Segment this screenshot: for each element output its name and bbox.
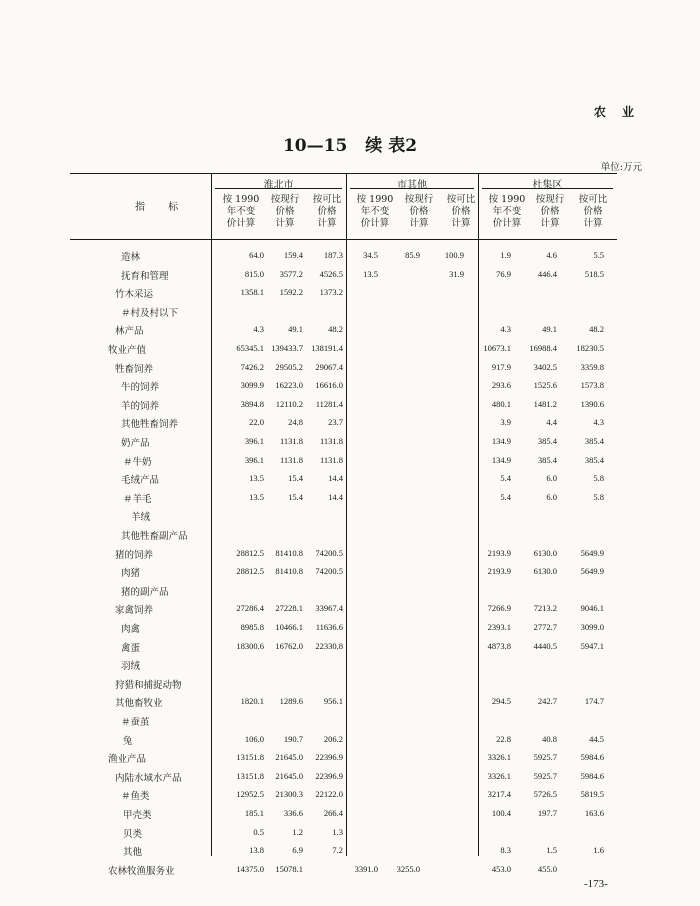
cell-value: 396.1 bbox=[244, 436, 264, 446]
cell-value: 15.4 bbox=[288, 491, 303, 502]
row-label: 内陆水域水产品 bbox=[115, 772, 182, 784]
cell-value: 23.7 bbox=[328, 417, 343, 428]
cell-value: 44.5 bbox=[589, 733, 604, 744]
row-label: 农林牧渔服务业 bbox=[108, 865, 175, 877]
cell-value: 8.3 bbox=[500, 845, 511, 856]
subheader-line: 计算 bbox=[540, 218, 560, 229]
cell-value: 21645.0 bbox=[275, 752, 303, 763]
row-label: 猪的副产品 bbox=[121, 586, 169, 598]
subheader-line: 年不变 bbox=[492, 206, 522, 217]
cell-value: 65345.1 bbox=[236, 343, 264, 353]
cell-value: 14.4 bbox=[328, 473, 343, 484]
cell-value: 5.8 bbox=[593, 473, 604, 484]
cell-value: 5726.5 bbox=[533, 789, 557, 800]
cell-value: 1131.8 bbox=[279, 454, 303, 465]
cell-value: 6130.0 bbox=[533, 566, 557, 577]
unit-label: 单位:万元 bbox=[600, 162, 642, 173]
cell-value: 22330.8 bbox=[315, 640, 343, 651]
cell-value: 5947.1 bbox=[580, 640, 604, 651]
cell-value: 815.0 bbox=[244, 268, 264, 279]
cell-value: 81410.8 bbox=[275, 547, 303, 558]
cell-value: 9046.1 bbox=[580, 603, 604, 614]
cell-value: 18300.6 bbox=[236, 640, 264, 651]
cell-value: 385.4 bbox=[537, 454, 557, 465]
cell-value: 6.0 bbox=[546, 491, 557, 502]
cell-value: 1573.8 bbox=[580, 380, 604, 391]
cell-value: 4.4 bbox=[546, 417, 557, 428]
row-label: 肉猪 bbox=[121, 568, 141, 580]
cell-value: 185.1 bbox=[244, 808, 264, 818]
row-label: 猪的饲养 bbox=[115, 549, 154, 561]
row-label: ＃鱼类 bbox=[121, 791, 150, 803]
row-label: 狩猎和捕捉动物 bbox=[115, 679, 182, 691]
row-label: 牛的饲养 bbox=[121, 382, 160, 394]
cell-value: 3326.1 bbox=[487, 752, 511, 763]
cell-value: 22.8 bbox=[496, 733, 511, 744]
cell-value: 22396.9 bbox=[315, 770, 343, 781]
cell-value: 85.9 bbox=[405, 250, 420, 260]
cell-value: 1131.8 bbox=[279, 436, 303, 446]
cell-value: 15.4 bbox=[288, 473, 303, 484]
subheader-line: 按 1990 bbox=[222, 194, 260, 205]
cell-value: 16762.0 bbox=[275, 640, 303, 651]
cell-value: 1131.8 bbox=[319, 436, 343, 446]
cell-value: 12110.2 bbox=[275, 398, 303, 409]
region-header: 淮北市 bbox=[263, 180, 294, 191]
cell-value: 29067.4 bbox=[315, 361, 343, 372]
subheader-line: 价计算 bbox=[360, 218, 390, 229]
cell-value: 134.9 bbox=[491, 436, 511, 446]
cell-value: 13151.8 bbox=[236, 770, 264, 781]
cell-value: 8985.8 bbox=[240, 622, 264, 632]
row-label: 羽绒 bbox=[121, 661, 141, 673]
cell-value: 206.2 bbox=[323, 733, 343, 744]
cell-value: 6.9 bbox=[292, 845, 303, 856]
cell-value: 134.9 bbox=[491, 454, 511, 465]
cell-value: 917.9 bbox=[491, 361, 511, 372]
cell-value: 1289.6 bbox=[279, 696, 303, 707]
subheader-line: 计算 bbox=[275, 218, 295, 229]
cell-value: 11281.4 bbox=[315, 398, 343, 409]
subheader-line: 按可比 bbox=[312, 194, 342, 205]
subheader-line: 计算 bbox=[317, 218, 337, 229]
cell-value: 385.4 bbox=[537, 436, 557, 446]
cell-value: 3326.1 bbox=[487, 770, 511, 781]
cell-value: 139433.7 bbox=[271, 343, 303, 353]
subheader-line: 价格 bbox=[451, 206, 471, 217]
cell-value: 14375.0 bbox=[236, 863, 264, 874]
column-subheader bbox=[566, 194, 620, 230]
cell-value: 13.5 bbox=[249, 473, 264, 484]
cell-value: 13.5 bbox=[363, 268, 378, 279]
cell-value: 242.7 bbox=[537, 696, 557, 707]
cell-value: 266.4 bbox=[323, 808, 343, 818]
cell-value: 4.3 bbox=[253, 324, 264, 335]
cell-value: 7213.2 bbox=[533, 603, 557, 614]
page-number: -173- bbox=[584, 878, 608, 890]
cell-value: 6130.0 bbox=[533, 547, 557, 558]
cell-value: 64.0 bbox=[249, 250, 264, 260]
cell-value: 446.4 bbox=[537, 268, 557, 279]
subheader-line: 价计算 bbox=[226, 218, 256, 229]
row-label: 其他畜牧业 bbox=[115, 698, 163, 710]
row-label: 抚育和管理 bbox=[121, 270, 169, 282]
subheader-line: 价格 bbox=[317, 206, 337, 217]
cell-value: 33967.4 bbox=[315, 603, 343, 614]
subheader-line: 年不变 bbox=[226, 206, 256, 217]
cell-value: 6.0 bbox=[546, 473, 557, 484]
cell-value: 74200.5 bbox=[315, 547, 343, 558]
cell-value: 28812.5 bbox=[236, 547, 264, 558]
cell-value: 100.4 bbox=[491, 808, 511, 818]
subheader-line: 按现行 bbox=[270, 194, 300, 205]
region-header: 市其他 bbox=[397, 180, 427, 191]
cell-value: 1358.1 bbox=[240, 287, 264, 298]
cell-value: 3402.5 bbox=[533, 361, 557, 372]
cell-value: 13151.8 bbox=[236, 752, 264, 763]
cell-value: 16616.0 bbox=[315, 380, 343, 391]
cell-value: 1390.6 bbox=[580, 398, 604, 409]
cell-value: 1820.1 bbox=[240, 696, 264, 707]
cell-value: 1.2 bbox=[292, 826, 303, 837]
cell-value: 31.9 bbox=[449, 268, 464, 279]
cell-value: 11636.6 bbox=[315, 622, 343, 632]
row-label: ＃蚕茧 bbox=[121, 717, 150, 728]
cell-value: 10466.1 bbox=[275, 622, 303, 632]
row-label: 贝类 bbox=[123, 828, 143, 840]
subheader-line: 计算 bbox=[583, 218, 603, 229]
cell-value: 106.0 bbox=[244, 733, 264, 744]
region-header: 杜集区 bbox=[532, 180, 563, 191]
cell-value: 5.4 bbox=[500, 473, 511, 484]
cell-value: 10673.1 bbox=[483, 343, 511, 353]
cell-value: 294.5 bbox=[491, 696, 511, 707]
row-label: 家禽饲养 bbox=[115, 605, 154, 617]
indicator-header: 指 标 bbox=[135, 202, 189, 213]
subheader-line: 按可比 bbox=[446, 194, 476, 205]
row-label: ＃羊毛 bbox=[123, 493, 152, 505]
row-label: 禽蛋 bbox=[121, 642, 141, 654]
cell-value: 163.6 bbox=[584, 808, 604, 818]
cell-value: 396.1 bbox=[244, 454, 264, 465]
cell-value: 7.2 bbox=[332, 845, 343, 856]
subheader-line: 价格 bbox=[409, 206, 429, 217]
cell-value: 4873.8 bbox=[487, 640, 511, 651]
row-label: ＃牛奶 bbox=[123, 456, 152, 468]
cell-value: 5925.7 bbox=[533, 752, 557, 763]
row-label: 羊绒 bbox=[131, 512, 151, 524]
column-subheader bbox=[300, 194, 354, 230]
cell-value: 24.8 bbox=[288, 417, 303, 428]
subheader-line: 计算 bbox=[451, 218, 471, 229]
cell-value: 1.6 bbox=[593, 845, 604, 856]
cell-value: 16223.0 bbox=[275, 380, 303, 391]
cell-value: 81410.8 bbox=[275, 566, 303, 577]
cell-value: 74200.5 bbox=[315, 566, 343, 577]
subheader-line: 价格 bbox=[583, 206, 603, 217]
cell-value: 1481.2 bbox=[533, 398, 557, 409]
cell-value: 3577.2 bbox=[279, 268, 303, 279]
row-label: 肉禽 bbox=[121, 624, 141, 635]
cell-value: 453.0 bbox=[491, 863, 511, 874]
row-label: 造林 bbox=[121, 252, 141, 263]
row-label: 其他牲畜饲养 bbox=[121, 419, 179, 431]
cell-value: 14.4 bbox=[328, 491, 343, 502]
cell-value: 27286.4 bbox=[236, 603, 264, 614]
cell-value: 0.5 bbox=[253, 826, 264, 837]
cell-value: 197.7 bbox=[537, 808, 557, 818]
cell-value: 1131.8 bbox=[319, 454, 343, 465]
cell-value: 956.1 bbox=[323, 696, 343, 707]
table-title-text: 续 表2 bbox=[365, 136, 418, 156]
cell-value: 174.7 bbox=[584, 696, 604, 707]
cell-value: 1.9 bbox=[500, 250, 511, 260]
cell-value: 4440.5 bbox=[533, 640, 557, 651]
cell-value: 27228.1 bbox=[275, 603, 303, 614]
cell-value: 21645.0 bbox=[275, 770, 303, 781]
cell-value: 293.6 bbox=[491, 380, 511, 391]
cell-value: 5819.5 bbox=[580, 789, 604, 800]
row-label: 甲壳类 bbox=[123, 810, 152, 821]
cell-value: 48.2 bbox=[328, 324, 343, 335]
cell-value: 13.8 bbox=[249, 845, 264, 856]
subheader-line: 按现行 bbox=[535, 194, 565, 205]
cell-value: 7266.9 bbox=[487, 603, 511, 614]
subheader-line: 按可比 bbox=[578, 194, 608, 205]
cell-value: 455.0 bbox=[537, 863, 557, 874]
cell-value: 29505.2 bbox=[275, 361, 303, 372]
cell-value: 3894.8 bbox=[240, 398, 264, 409]
cell-value: 48.2 bbox=[589, 324, 604, 335]
cell-value: 3.9 bbox=[500, 417, 511, 428]
cell-value: 5984.6 bbox=[580, 752, 604, 763]
cell-value: 5.4 bbox=[500, 491, 511, 502]
cell-value: 12952.5 bbox=[236, 789, 264, 800]
cell-value: 385.4 bbox=[584, 436, 604, 446]
cell-value: 28812.5 bbox=[236, 566, 264, 577]
header-bottom-rule bbox=[70, 239, 617, 240]
cell-value: 4526.5 bbox=[319, 268, 343, 279]
subheader-line: 按 1990 bbox=[356, 194, 394, 205]
cell-value: 16988.4 bbox=[529, 343, 557, 353]
cell-value: 2772.7 bbox=[533, 622, 557, 632]
cell-value: 100.9 bbox=[444, 250, 464, 260]
cell-value: 138191.4 bbox=[311, 343, 343, 353]
cell-value: 3359.8 bbox=[580, 361, 604, 372]
row-label: 兔 bbox=[123, 735, 133, 747]
cell-value: 3391.0 bbox=[354, 863, 378, 874]
cell-value: 5984.6 bbox=[580, 770, 604, 781]
cell-value: 5.8 bbox=[593, 491, 604, 502]
cell-value: 2393.1 bbox=[487, 622, 511, 632]
row-label: 牧业产值 bbox=[108, 345, 147, 356]
subheader-line: 价格 bbox=[275, 206, 295, 217]
cell-value: 336.6 bbox=[283, 808, 303, 818]
cell-value: 40.8 bbox=[542, 733, 557, 744]
cell-value: 518.5 bbox=[584, 268, 604, 279]
cell-value: 13.5 bbox=[249, 491, 264, 502]
cell-value: 3099.0 bbox=[580, 622, 604, 632]
cell-value: 4.6 bbox=[546, 250, 557, 260]
cell-value: 5649.9 bbox=[580, 566, 604, 577]
cell-value: 187.3 bbox=[323, 250, 343, 260]
cell-value: 159.4 bbox=[283, 250, 303, 260]
subheader-line: 按现行 bbox=[404, 194, 434, 205]
row-label: 羊的饲养 bbox=[121, 400, 160, 412]
row-label: 渔业产品 bbox=[108, 754, 147, 766]
row-label: 林产品 bbox=[115, 326, 144, 338]
cell-value: 22122.0 bbox=[315, 789, 343, 800]
cell-value: 49.1 bbox=[288, 324, 303, 335]
cell-value: 2193.9 bbox=[487, 547, 511, 558]
table-top-rule bbox=[70, 173, 617, 174]
cell-value: 5.5 bbox=[593, 250, 604, 260]
cell-value: 4.3 bbox=[500, 324, 511, 335]
cell-value: 480.1 bbox=[491, 398, 511, 409]
cell-value: 22.0 bbox=[249, 417, 264, 428]
subheader-line: 价计算 bbox=[492, 218, 522, 229]
row-label: ＃村及村以下 bbox=[121, 307, 179, 319]
row-label: 牲畜饲养 bbox=[115, 363, 154, 375]
row-label: 竹木采运 bbox=[115, 289, 154, 301]
subheader-line: 按 1990 bbox=[488, 194, 526, 205]
cell-value: 34.5 bbox=[363, 250, 378, 260]
cell-value: 5649.9 bbox=[580, 547, 604, 558]
cell-value: 5925.7 bbox=[533, 770, 557, 781]
cell-value: 49.1 bbox=[542, 324, 557, 335]
table-title bbox=[0, 131, 700, 156]
cell-value: 385.4 bbox=[584, 454, 604, 465]
cell-value: 190.7 bbox=[283, 733, 303, 744]
row-label: 其他 bbox=[123, 847, 143, 859]
cell-value: 1592.2 bbox=[279, 287, 303, 298]
subheader-line: 计算 bbox=[409, 218, 429, 229]
cell-value: 22396.9 bbox=[315, 752, 343, 763]
cell-value: 2193.9 bbox=[487, 566, 511, 577]
row-label: 奶产品 bbox=[121, 438, 150, 449]
cell-value: 1373.2 bbox=[319, 287, 343, 298]
cell-value: 18230.5 bbox=[576, 343, 604, 353]
subheader-line: 价格 bbox=[540, 206, 560, 217]
cell-value: 1.3 bbox=[332, 826, 343, 837]
cell-value: 1.5 bbox=[546, 845, 557, 856]
cell-value: 15078.1 bbox=[275, 863, 303, 874]
cell-value: 21300.3 bbox=[275, 789, 303, 800]
cell-value: 3255.0 bbox=[396, 863, 420, 874]
cell-value: 7426.2 bbox=[240, 361, 264, 372]
row-label: 毛绒产品 bbox=[121, 475, 160, 487]
cell-value: 1525.6 bbox=[533, 380, 557, 391]
cell-value: 3099.9 bbox=[240, 380, 264, 391]
cell-value: 3217.4 bbox=[487, 789, 511, 800]
cell-value: 76.9 bbox=[496, 268, 511, 279]
row-label: 其他牲畜副产品 bbox=[121, 531, 188, 542]
cell-value: 4.3 bbox=[593, 417, 604, 428]
subheader-line: 年不变 bbox=[360, 206, 390, 217]
section-label: 农 业 bbox=[593, 105, 640, 119]
table-number: 10—15 bbox=[282, 136, 348, 156]
